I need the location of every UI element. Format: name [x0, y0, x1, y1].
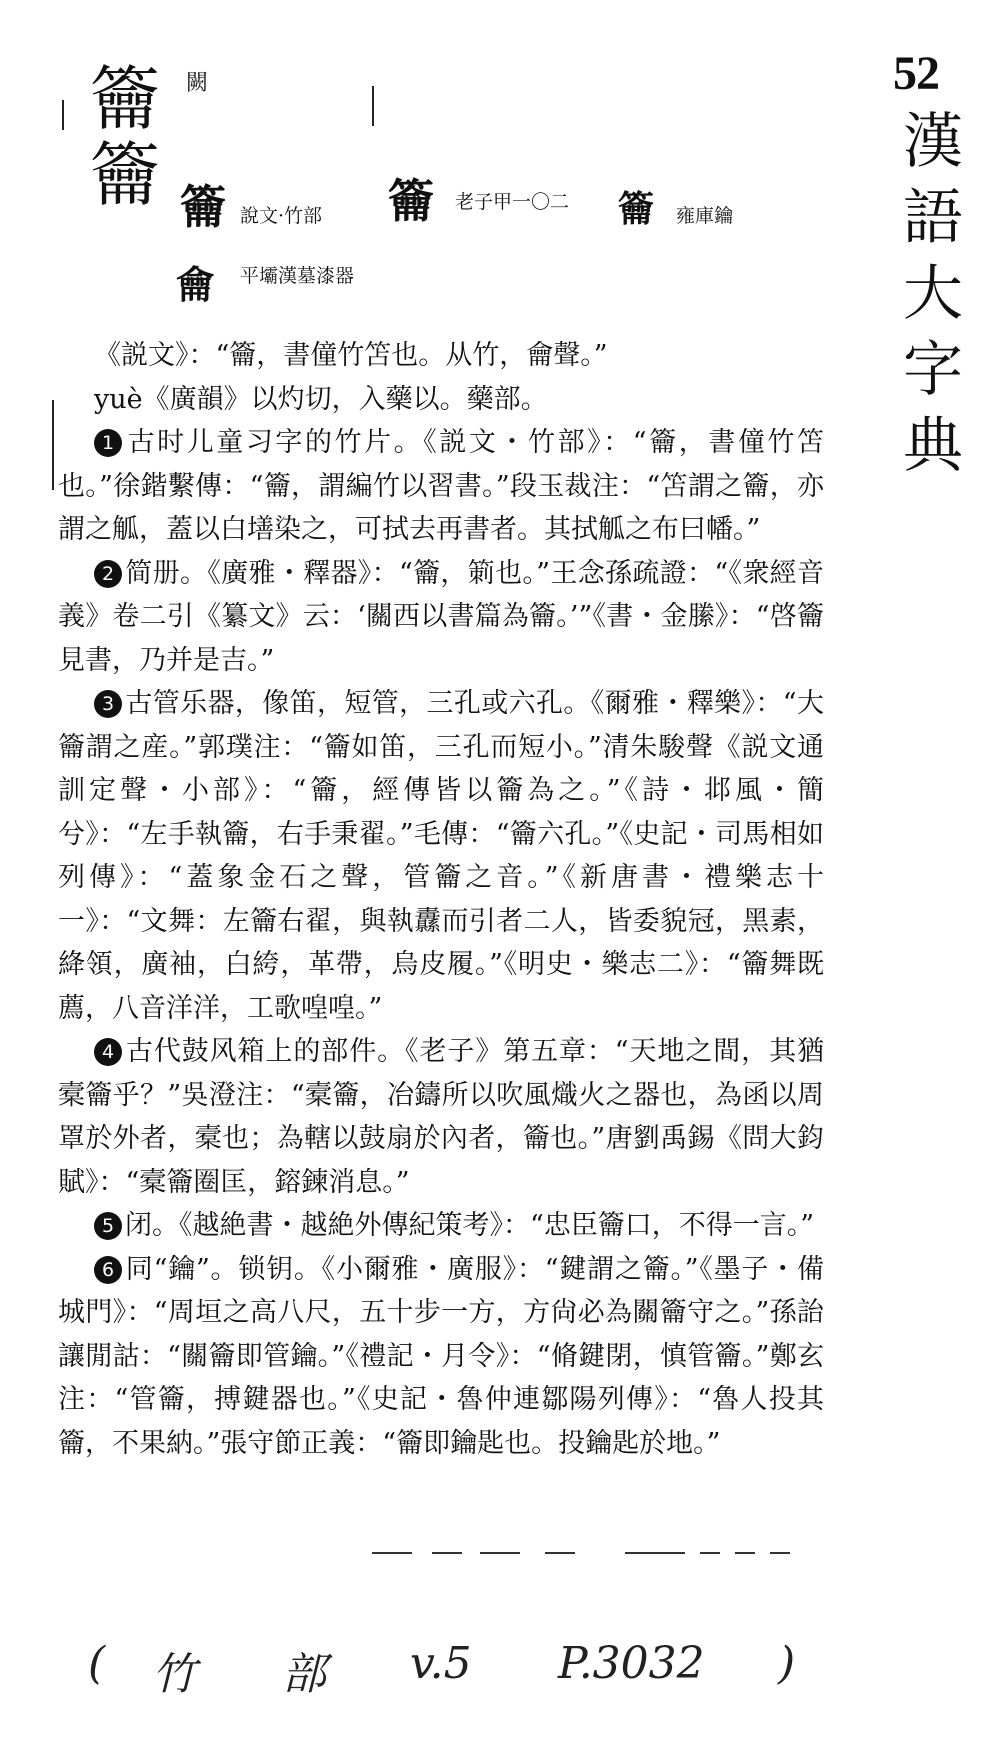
historical-form-glyph: 龠 — [176, 262, 215, 307]
rule-dash — [770, 1552, 790, 1554]
sense-text: 闭。《越絶書・越絶外傳紀策考》：“忠臣籥口，不得一言。” — [125, 1210, 815, 1241]
historical-form-glyph: 籥 — [618, 188, 655, 230]
book-title-char: 漢 — [903, 107, 963, 177]
margin-mark — [52, 400, 54, 490]
sense-number: 5 — [94, 1212, 122, 1240]
rule-dash — [700, 1552, 720, 1554]
pronunciation-line: yuè《廣韻》以灼切，入藥以。藥部。 — [94, 383, 548, 415]
historical-form-source: 平壩漢墓漆器 — [240, 265, 355, 287]
volume-number: 52 — [893, 47, 939, 100]
volume-ref: v.5 — [410, 1638, 472, 1689]
historical-form-source: 雍庫鑰 — [676, 205, 734, 227]
handwritten-reference — [88, 1638, 828, 1708]
shuowen-citation: 《説文》：“籥，書僮竹笘也。从竹，龠聲。” — [94, 340, 608, 371]
book-title — [898, 104, 968, 484]
sense-item — [58, 421, 824, 552]
headword-note: 闕 — [186, 71, 209, 96]
sense-number: 2 — [94, 560, 122, 588]
sense-item — [58, 682, 824, 1030]
bu-char: 部 — [282, 1649, 326, 1700]
book-title-char: 典 — [903, 411, 963, 481]
sense-item — [58, 1204, 824, 1248]
sense-text: 古管乐器，像笛，短管，三孔或六孔。《爾雅・釋樂》：“大籥謂之産。”郭璞注：“籥如笛，三孔而短小。”清朱駿聲《説文通訓定聲・小部》：“籥，經傳皆以籥為之。”《詩・邶風・簡兮》：“左手執籥，右手秉翟。”毛傳：“籥六孔。”《史記・司馬相如列傳》：“蓋象金石之聲，管籥之音。”《新唐書・禮樂志十一》：“文舞：左籥右翟，與執纛而引者二人，皆委貌冠，黑素，絳領，廣袖，白絝，革帶，烏皮履。”《明史・樂志二》：“籥舞既薦，八音洋洋，工歌喤喤。” — [58, 688, 824, 1024]
sense-number: 1 — [94, 429, 122, 457]
sense-number: 6 — [94, 1256, 122, 1284]
book-title-char: 語 — [903, 183, 963, 253]
sense-text: 同“鑰”。锁钥。《小爾雅・廣服》：“鍵謂之籥。”《墨子・備城門》：“周垣之高八尺，五十步一方，方尙必為關籥守之。”孫詒讓閒詁：“關籥即管鑰。”《禮記・月令》：“脩鍵閉，慎管籥。”鄭玄注：“管籥，搏鍵器也。”《史記・魯仲連鄒陽列傳》：“魯人投其籥，不果納。”張守節正義：“籥即鑰匙也。投鑰匙於地。” — [58, 1253, 824, 1459]
rule-dash — [480, 1552, 520, 1554]
open-paren: ( — [88, 1638, 106, 1689]
historical-form-source: 老子甲一〇二 — [455, 191, 570, 213]
close-paren: ) — [778, 1638, 796, 1689]
headword-variant-char: 籥 — [90, 134, 160, 216]
historical-form-glyph: 籥 — [388, 174, 434, 228]
historical-form-glyph: 籥 — [180, 180, 226, 234]
sense-item — [58, 1030, 824, 1204]
rule-dash — [545, 1552, 575, 1554]
sense-item — [58, 552, 824, 683]
sense-number: 3 — [94, 690, 122, 718]
rule-dash — [625, 1552, 685, 1554]
sense-text: 简册。《廣雅・釋器》：“籥，箣也。”王念孫疏證：“《衆經音義》卷二引《纂文》云：‘關西以書篇為籥。’”《書・金縢》：“啓籥見書，乃并是吉。” — [58, 557, 824, 676]
headword-char: 籥 — [90, 58, 160, 140]
radical-char: 竹 — [152, 1649, 196, 1700]
dictionary-entry — [58, 334, 824, 1465]
sense-item — [58, 1248, 824, 1466]
rule-dash — [735, 1552, 755, 1554]
page-ref: P.3032 — [558, 1638, 705, 1689]
book-title-char: 字 — [903, 335, 963, 405]
rule-dash — [432, 1552, 462, 1554]
margin-mark — [372, 86, 374, 126]
book-title-char: 大 — [903, 259, 963, 329]
sense-text: 古时儿童习字的竹片。《説文・竹部》：“籥，書僮竹笘也。”徐鍇繫傳：“籥，謂編竹以習書。”段玉裁注：“笘謂之籥，亦謂之觚，蓋以白墡染之，可拭去再書者。其拭觚之布曰幡。” — [58, 427, 824, 545]
sense-text: 古代鼓风箱上的部件。《老子》第五章：“天地之間，其猶槖籥乎？”吳澄注：“槖籥，冶鑄所以吹風熾火之器也，為函以周罩於外者，槖也；為轄以鼓扇於內者，籥也。”唐劉禹錫《問大鈞賦》：“槖籥圈匡，鎔鍊消息。” — [58, 1036, 824, 1198]
margin-mark — [62, 100, 64, 130]
rule-dash — [372, 1552, 412, 1554]
historical-form-source: 說文·竹部 — [240, 205, 323, 227]
sense-number: 4 — [94, 1038, 122, 1066]
